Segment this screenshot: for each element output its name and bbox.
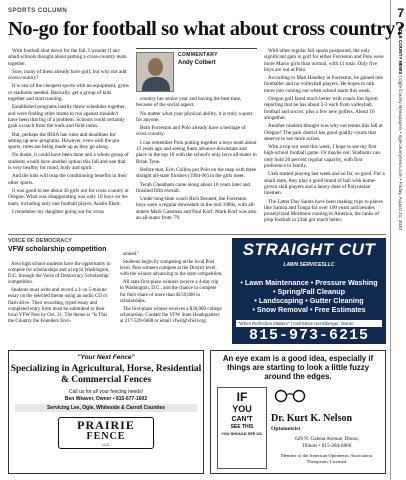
pf-specializing: Specializing in Agricultural, Horse, Residential & Commercial Fences bbox=[10, 364, 202, 385]
sc-llc: LLC bbox=[324, 262, 335, 268]
article-paragraph: Oregon golf fared much better with coach Jim Sprott reporting that he has about 2-3 each from volleyball, football and soccer, plus a few new golfers. About 16 altogether. bbox=[264, 96, 378, 121]
vod-paragraph: Area high school students have the opportunity to compete for scholarships and a trip to Washington, D.C. through the Voice of Democracy Scholarship competition. bbox=[8, 262, 111, 286]
paper-name: ODLE COUNTY NEWS bbox=[398, 26, 403, 75]
article-paragraph: And the kids will reap the conditioning benefits in their other sports. bbox=[8, 173, 128, 186]
author-photo bbox=[136, 52, 174, 92]
vod-section-label: VOICE OF DEMOCRACY bbox=[8, 238, 72, 244]
eye-chart-line: IF bbox=[236, 390, 248, 404]
article-paragraph: Terah Cheatham came along about 10 years later and finished fifth overall. bbox=[136, 181, 250, 194]
byline-label: COMMENTARY bbox=[178, 52, 218, 58]
eye-chart-line: CAN'T bbox=[231, 416, 253, 423]
sc-services-list bbox=[232, 278, 386, 314]
article-paragraph: No matter what your physical ability, it is truly a sport for anyone. bbox=[136, 110, 253, 123]
article-paragraph: Sure, many of them already have golf, but why not add cross-country? bbox=[8, 68, 127, 82]
section-label: SPORTS COLUMN bbox=[8, 8, 68, 14]
doctor-name: Dr. Kurt K. Nelson bbox=[271, 413, 353, 424]
article-column-2 bbox=[136, 48, 257, 223]
eye-headline: An eye exam is a good idea, especially if things are starting to look a little fuzzy around the edges. bbox=[222, 354, 374, 381]
sc-service: • Snow Removal • Free Estimates bbox=[252, 305, 366, 314]
article-paragraph: But, perhaps the IHSA has rules and deadlines for setting up new programs. However, even with the pro sports, rules are being made up as they go along. bbox=[8, 131, 120, 151]
doctor-membership bbox=[271, 453, 383, 465]
pf-logo-line1: PRAIRIE bbox=[77, 418, 135, 432]
vod-column-1 bbox=[8, 262, 111, 327]
byline bbox=[136, 48, 257, 92]
vod-paragraph: The first-place winner receives a $30,000 college scholarship. Contact the VFW State Headquarters at 217-529-6688 or email vfwil@vfwil.org. bbox=[120, 306, 222, 324]
vod-paragraph: All state first-place winners receive a 4-day trip to Washington, D.C., and the chance to compete for their share of more than $150,000 in scholarships. bbox=[120, 280, 219, 304]
folio-details: Ogle County Newspapers • oglecountynews.com • Friday, August 21, 2020 bbox=[398, 78, 403, 230]
vod-paragraph: Students begin by competing at the local Post level. Post winners compete at the District level, with the winner advancing to the state competition. bbox=[120, 260, 223, 278]
sc-service: • Lawn Maintenance • Pressure Washing bbox=[240, 278, 378, 287]
eye-chart-line: YOU bbox=[232, 404, 252, 414]
sc-title: STRAIGHT CUT bbox=[242, 240, 376, 259]
article-paragraph: Before that, Erin Collins put Polo on the map with three straight all-state finishes (1994-96) in the girls meet. bbox=[136, 166, 257, 180]
article-paragraph: It was good to see about 30 girls out for cross country at Oregon. What was disappointing was only 10 boys on the team, including only one football player, Austin Ebert. bbox=[8, 187, 129, 207]
pf-logo-line2: FENCE bbox=[86, 431, 126, 442]
membership-line-1: Member of the American Optometric Association. bbox=[280, 453, 374, 458]
eye-chart-line: SEE THIS bbox=[230, 424, 254, 430]
article-paragraph: With a trip out west this week, I hope to see my first high-school football game. Or maybe not. Stadiums can only hold 20 percent regular capacity, with first preference to family. bbox=[264, 144, 380, 170]
byline-info bbox=[178, 52, 218, 67]
article-column-1 bbox=[8, 48, 129, 217]
eye-chart-line: YOU SHOULD SEE US. bbox=[221, 432, 263, 436]
article-paragraph: It is one of the cheapest sports with no equipment, gyms or stadiums needed. Basically, get a group of kids together and start running. bbox=[8, 83, 129, 103]
section-divider bbox=[8, 234, 386, 235]
article-paragraph: No doubt, it could have been done and a whole group of students would have another option this fall and one that is very healthy for mind, body and spirit. bbox=[8, 152, 129, 172]
pf-call: Call us for all your fencing needs! bbox=[69, 389, 143, 395]
vod-paragraph: Students must write and record a 3- to 5-minute essay on the selected theme using an audio CD or flash drive. Their recording, typed essay and completed entry form must be submitted to their local VFW Post by Oct. 31. The theme is "Is This the Country the Founders Envi- bbox=[8, 288, 108, 324]
pf-contact: Ben Weaver, Owner • 815-677-1602 bbox=[64, 396, 148, 402]
headline: No-go for football so what about cross country? bbox=[8, 18, 405, 40]
article-paragraph: country her senior year and having the best time, because of the social aspect. bbox=[136, 96, 242, 109]
article-paragraph: Under long-time coach Rich Bennett, the Forreston boys were a regular downstate in the mid 1980s, with all-staters Mark Gassman and Paul Korf. Mark Korf was also an all-stater from '79. bbox=[136, 196, 257, 222]
straight-cut-ad[interactable] bbox=[232, 238, 386, 344]
article-paragraph: Both Forreston and Polo already have a heritage of cross country. bbox=[136, 125, 246, 138]
vod-title: VFW scholarship competition bbox=[8, 246, 107, 254]
article-column-3 bbox=[264, 48, 385, 226]
sc-subtitle-text: LAWN SERVICES bbox=[283, 262, 325, 268]
doctor-title: Optometrist bbox=[271, 426, 301, 432]
vod-column-2 bbox=[120, 252, 223, 327]
article-header bbox=[8, 8, 405, 40]
voice-of-democracy-item bbox=[8, 238, 228, 346]
glasses-icon bbox=[273, 389, 307, 403]
page-side-strip bbox=[390, 0, 406, 480]
prairie-fence-logo bbox=[58, 417, 154, 449]
sc-phone: 815-973-6215 bbox=[248, 327, 370, 344]
sc-service: • Landscaping • Gutter Cleaning bbox=[254, 296, 364, 305]
article-paragraph: Established programs hastily threw schedules together, and were finding other teams to run against shouldn't have been that big of a problem. Schools could certainly grab a coach from the track and field ranks. bbox=[8, 104, 126, 130]
prairie-fence-ad[interactable] bbox=[8, 350, 204, 474]
article-paragraph: I remember my daughter going out for cross bbox=[12, 208, 104, 215]
page-number: 7 bbox=[397, 6, 404, 20]
sc-service: • Spring/Fall Cleanup bbox=[272, 287, 345, 296]
eye-chart bbox=[217, 387, 267, 469]
article-paragraph: With football shut down for the fall, I wonder if any small schools thought about putting a cross-country team together. bbox=[8, 48, 127, 67]
article-paragraph: Utah started playing last week and so far, so good. For a small state, they play a good brand of ball with home-grown skill players and a heavy dose of Polynesian linemen. bbox=[264, 171, 385, 197]
address-line-1: 629 N. Galena Avenue, Dixon, bbox=[295, 436, 359, 442]
article-paragraph: The Latter Day Saints have been making trips to places like Samoa and Tonga for over 100 years and besides proselytized Mormons coming to America, the ranks of prep football in Utah got much better. bbox=[264, 198, 383, 224]
doctor-block bbox=[271, 389, 383, 465]
membership-line-2: Therapeutic Licensed. bbox=[306, 459, 348, 464]
article-paragraph: I can remember Polo putting together a boys team about 15 years ago and seeing them advance downstate and place in the top 10 with the school's only boys all-stater in Brian Tyne. bbox=[136, 139, 257, 165]
page-folio: ODLE COUNTY NEWS | Ogle County Newspapers • oglecountynews.com • Friday, August 21, 2020 bbox=[398, 26, 403, 230]
article-paragraph: Another random thought was why not tennis this fall at Oregon? The park district has good quality courts that deserve to see more action. bbox=[264, 123, 383, 142]
doctor-address bbox=[271, 436, 383, 449]
article-body bbox=[8, 48, 386, 226]
sc-subtitle bbox=[238, 258, 380, 274]
address-line-2: Illinois • 815-284-6866 bbox=[302, 442, 352, 449]
pf-headline: "Your Next Fence" bbox=[77, 354, 135, 361]
pf-service-area: Servicing Lee, Ogle, Whiteside & Carroll Counties bbox=[15, 404, 197, 412]
vod-paragraph: sioned." bbox=[123, 252, 140, 257]
sc-tagline: "When Perfection Matters" | Call Steve Hershberger, Owner bbox=[236, 320, 382, 327]
article-paragraph: According to Matt Handley at Forreston, he gained one footballer and no volleyball players. He hopes to talk more into coming out when school starts this week. bbox=[264, 75, 383, 94]
article-paragraph: With other regular fall sports postponed, the only significant gain in golf for either Forreston and Polo were more Marco girls than normal, with 11 total. Only five boys are out at Polo. bbox=[264, 48, 384, 73]
eye-exam-ad[interactable] bbox=[210, 350, 386, 474]
pf-logo-llc: LLC bbox=[102, 442, 110, 447]
author-name: Andy Colbert bbox=[178, 60, 216, 67]
